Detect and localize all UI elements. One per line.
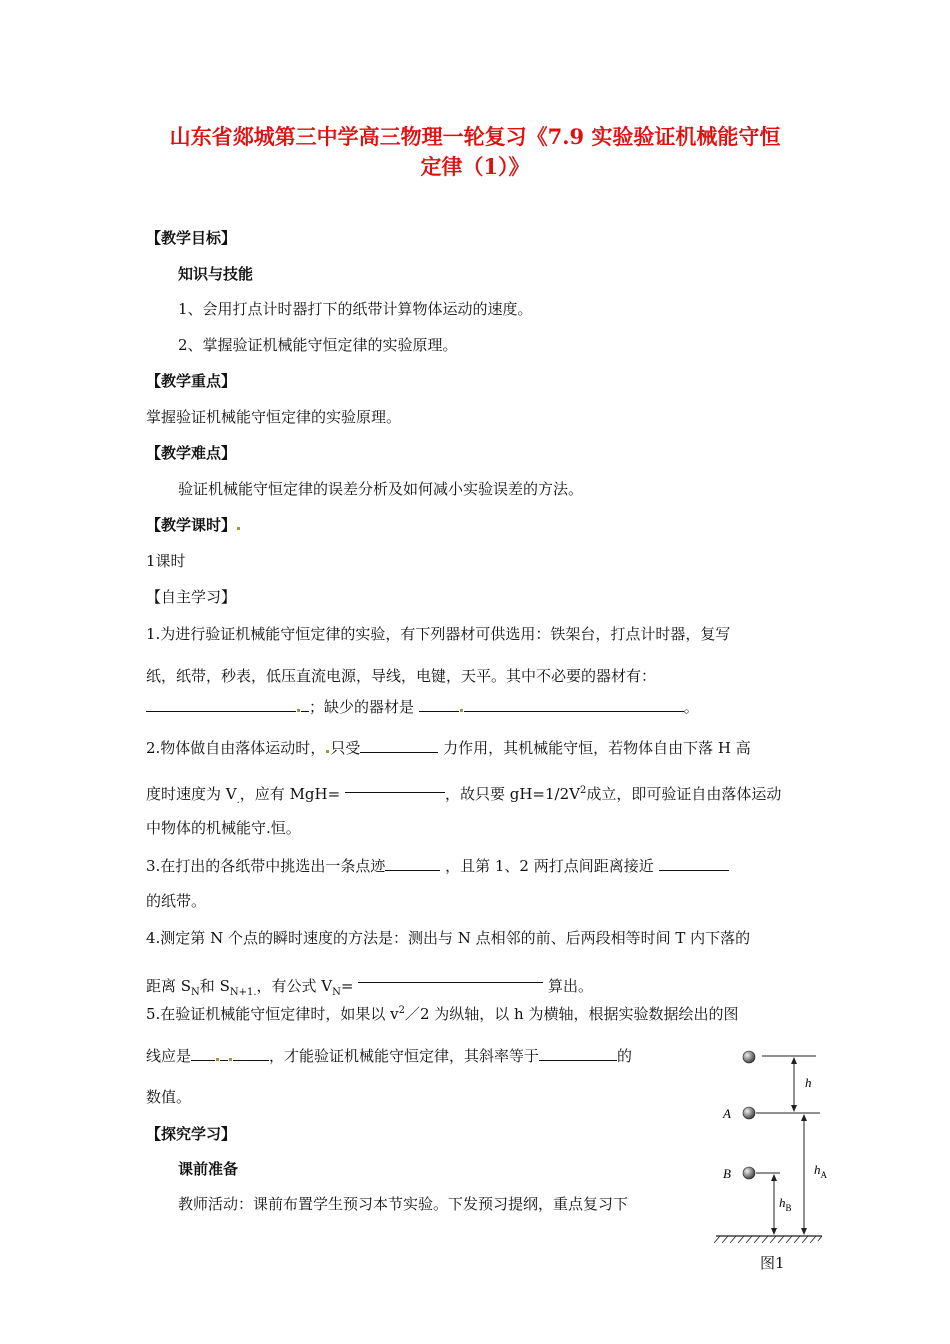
label-ha: [814, 1162, 828, 1180]
q5-answer-blank-slope[interactable]: [539, 1046, 617, 1061]
q3-text-b: ，且第 1、2 两打点间距离接近: [445, 857, 654, 875]
hours-header: [146, 515, 241, 535]
q2-text-b: 只受: [330, 739, 361, 757]
label-ha-sub: A: [820, 1170, 827, 1180]
q4-text-s: 距离 S: [146, 977, 192, 995]
figure-1-caption: 图1: [760, 1254, 785, 1272]
label-b: B: [723, 1166, 731, 1181]
label-hb-sub: B: [785, 1203, 792, 1213]
q2-answer-blank-energy[interactable]: [345, 778, 445, 793]
stray-mark: [297, 709, 300, 712]
q4-text-and-s: 和 S: [199, 977, 230, 995]
q5-text-a: 5.在验证机械能守恒定律时，如果以 v: [146, 1005, 399, 1023]
q5-line-1: [146, 1004, 738, 1024]
figure-1-diagram: [712, 1040, 842, 1280]
title-line-2: 定律（1）》: [420, 154, 530, 179]
explore-text: 教师活动：课前布置学生预习本节实验。下发预习提纲，重点复习下: [178, 1195, 629, 1213]
q5-text-slope: ，才能验证机械能守恒定律，其斜率等于: [269, 1047, 540, 1065]
objectives-subheader: 知识与技能: [178, 265, 254, 283]
q1-line-1: 1.为进行验证机械能守恒定律的实验，有下列器材可供选用：铁架台，打点计时器，复写: [146, 625, 731, 643]
difficulty-header: 【教学难点】: [146, 444, 237, 462]
label-ha-h: h: [814, 1162, 821, 1177]
q1-period: 。: [683, 698, 699, 716]
objective-item-2: 2、掌握验证机械能守恒定律的实验原理。: [178, 336, 458, 354]
q2-line-2: [146, 778, 781, 804]
q4-sub-n1: N+1.: [229, 987, 257, 998]
q5-answer-blank-graph-mid: [220, 1046, 228, 1061]
q2-line-3: 中物体的机械能守.恒。: [146, 819, 301, 837]
q3-text-a: 3.在打出的各纸带中挑选出一条点迹: [146, 857, 386, 875]
q2-sup-2: 2: [579, 785, 587, 796]
label-a: A: [723, 1106, 731, 1121]
q2-text-verify: 成立，即可验证自由落体运动: [586, 785, 782, 803]
q1-answer-blank-tail: [301, 697, 309, 712]
h-arrow-head-down: [791, 1105, 797, 1112]
self-study-header: 【自主学习】: [146, 588, 237, 606]
q2-answer-blank-force[interactable]: [360, 738, 438, 753]
key-point-header: 【教学重点】: [146, 372, 237, 390]
q2-text-mgh: ，应有 MgH=: [239, 785, 341, 803]
h-arrow-head-up: [791, 1057, 797, 1064]
q4-line-1: 4.测定第 N 个点的瞬时速度的方法是：测出与 N 点相邻的前、后两段相等时间 T 内下落的: [146, 929, 751, 947]
ha-arrow-head-up: [801, 1114, 807, 1121]
label-hb: [779, 1195, 792, 1213]
q5-text-of: 的: [617, 1047, 633, 1065]
q2-sub-dot: .: [236, 795, 240, 806]
stray-mark: [216, 1058, 219, 1061]
difficulty-text: 验证机械能守恒定律的误差分析及如何减小实验误差的方法。: [178, 480, 584, 498]
explore-header: 【探究学习】: [146, 1125, 237, 1143]
hb-arrow-head-down: [771, 1228, 777, 1235]
stray-mark: [326, 750, 329, 753]
q5-text-b: ／2 为纵轴，以 h 为横轴，根据实验数据绘出的图: [404, 1005, 739, 1023]
q2-text-gh: ，故只要 gH=1/2V: [444, 785, 580, 803]
q2-text-v: 度时速度为 V: [146, 785, 237, 803]
q4-answer-blank-formula[interactable]: [358, 968, 543, 983]
q1-answer-blank-missing[interactable]: [419, 697, 459, 712]
stray-mark: [229, 1058, 232, 1061]
q1-line-2: 纸，纸带，秒表，低压直流电源，导线，电键，天平。其中不必要的器材有：: [146, 667, 657, 685]
hb-arrow-head-up: [771, 1174, 777, 1181]
q4-sub-vn: N: [332, 987, 341, 998]
q2-line-1: [146, 738, 751, 758]
q5-sup-2: 2: [398, 1005, 405, 1016]
q4-line-2: [146, 968, 593, 996]
q4-text-end: 算出。: [548, 977, 594, 995]
objectives-header: 【教学目标】: [146, 229, 237, 247]
stray-mark: [237, 527, 240, 530]
hours-header-label: 【教学课时】: [146, 516, 237, 534]
q3-line-2: 的纸带。: [146, 892, 207, 910]
stray-mark: [460, 709, 463, 712]
q4-text-formula: ，有公式 V: [256, 977, 333, 995]
q3-line-1: [146, 856, 729, 876]
q5-text-graph: 线应是: [146, 1047, 192, 1065]
q2-text-c: 力作用，其机械能守恒，若物体自由下落 H 高: [443, 739, 751, 757]
ball-a: [743, 1107, 755, 1119]
q5-answer-blank-graph[interactable]: [191, 1046, 215, 1061]
q3-answer-blank-distance[interactable]: [659, 856, 729, 871]
ha-arrow-head-down: [801, 1228, 807, 1235]
q5-answer-blank-graph-tail: [233, 1046, 269, 1061]
q1-answer-blank-unneeded[interactable]: [146, 697, 296, 712]
q4-sub-n: N: [191, 987, 200, 998]
q5-line-2: [146, 1046, 632, 1066]
hours-text: 1课时: [146, 552, 186, 570]
q1-line-3: [146, 697, 699, 717]
q5-line-3: 数值。: [146, 1088, 192, 1106]
explore-subheader: 课前准备: [178, 1160, 239, 1178]
q4-text-eq: =: [340, 977, 354, 995]
ball-b: [743, 1167, 755, 1179]
q1-text-missing: ；缺少的器材是: [309, 698, 415, 716]
label-h: h: [805, 1075, 812, 1090]
ball-top: [743, 1051, 755, 1063]
ground-hatching: [714, 1236, 822, 1243]
q3-answer-blank-clear[interactable]: [385, 856, 440, 871]
key-point-text: 掌握验证机械能守恒定律的实验原理。: [146, 408, 402, 426]
q1-answer-blank-missing-tail: [464, 697, 684, 712]
label-hb-h: h: [779, 1195, 786, 1210]
objective-item-1: 1、会用打点计时器打下的纸带计算物体运动的速度。: [178, 300, 533, 318]
title-line-1: 山东省郯城第三中学高三物理一轮复习《7.9 实验验证机械能守恒: [169, 124, 781, 149]
q2-text-a: 2.物体做自由落体运动时，: [146, 739, 326, 757]
